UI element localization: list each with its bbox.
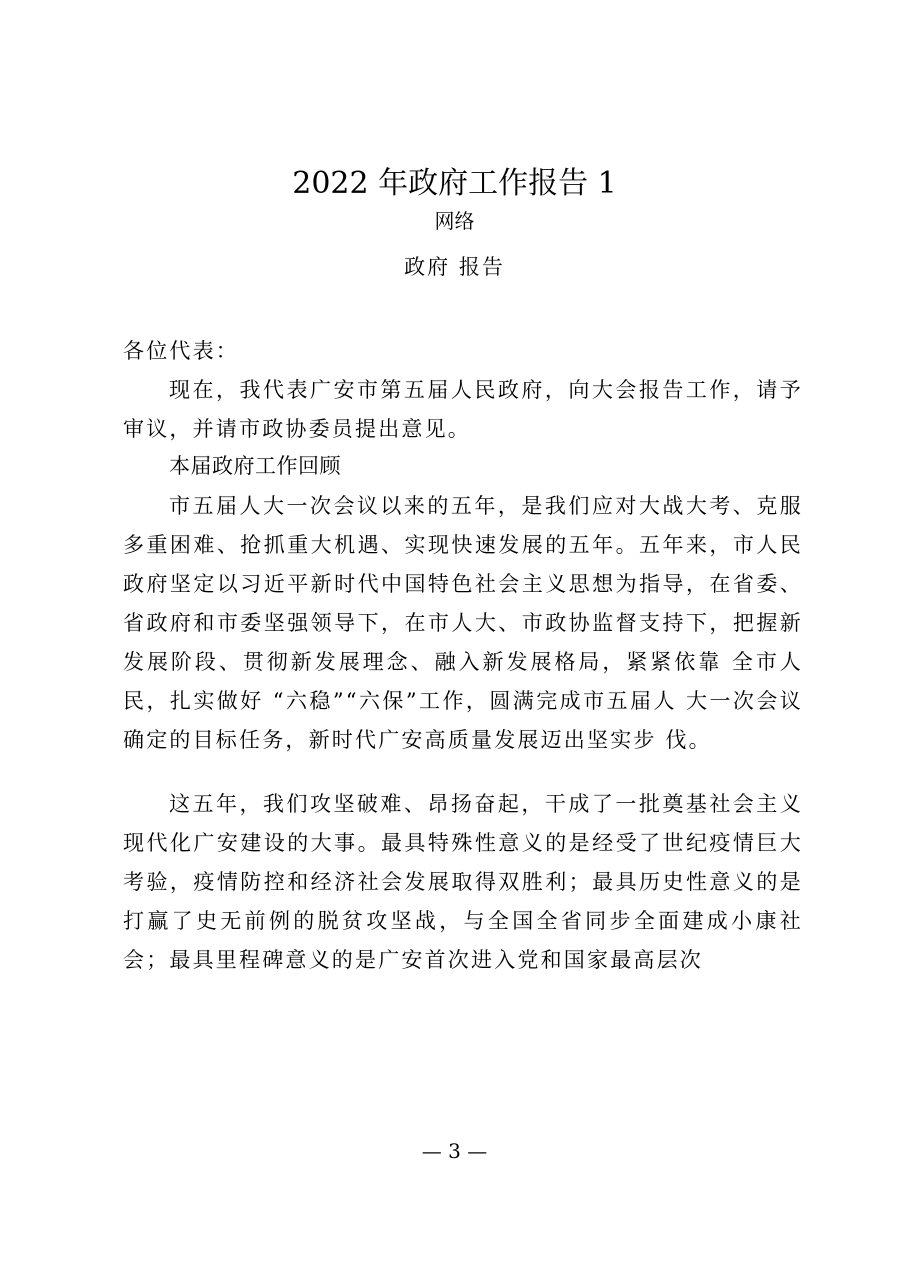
paragraph-1: 现在，我代表广安市第五届人民政府，向大会报告工作，请予审议，并请市政协委员提出意见。 (123, 378, 803, 441)
section-heading: 本届政府工作回顾 (169, 454, 341, 478)
salutation: 各位代表： (123, 339, 239, 363)
page-number: — 3 — (421, 1139, 488, 1163)
document-subtitle: 政府 报告 (404, 255, 505, 279)
document-source: 网络 (434, 209, 475, 233)
paragraph-3: 这五年，我们攻坚破难、昂扬奋起，干成了一批奠基社会主义现代化广安建设的大事。最具特殊性意义的是经受了世纪疫情巨大考验，疫情防控和经济社会发展取得双胜利；最具历史性意义的是打赢了史无前例的脱贫攻坚战，与全国全省同步全面建成小康社会；最具里程碑意义的是广安首次进入党和国家最高层次 (123, 792, 803, 972)
document-title: 2022 年政府工作报告 1 (292, 166, 617, 201)
paragraph-2: 市五届人大一次会议以来的五年，是我们应对大战大考、克服多重困难、抢抓重大机遇、实现快速发展的五年。五年来，市人民政府坚定以习近平新时代中国特色社会主义思想为指导，在省委、省政府和市委坚强领导下，在市人大、市政协监督支持下，把握新发展阶段、贯彻新发展理念、融入新发展格局，紧紧依靠 全市人民，扎实做好 “六稳”“六保”工作，圆满完成市五届人 大一次会议确定的目标任务，新时代广安高质量发展迈出坚实步 伐。 (123, 494, 803, 752)
